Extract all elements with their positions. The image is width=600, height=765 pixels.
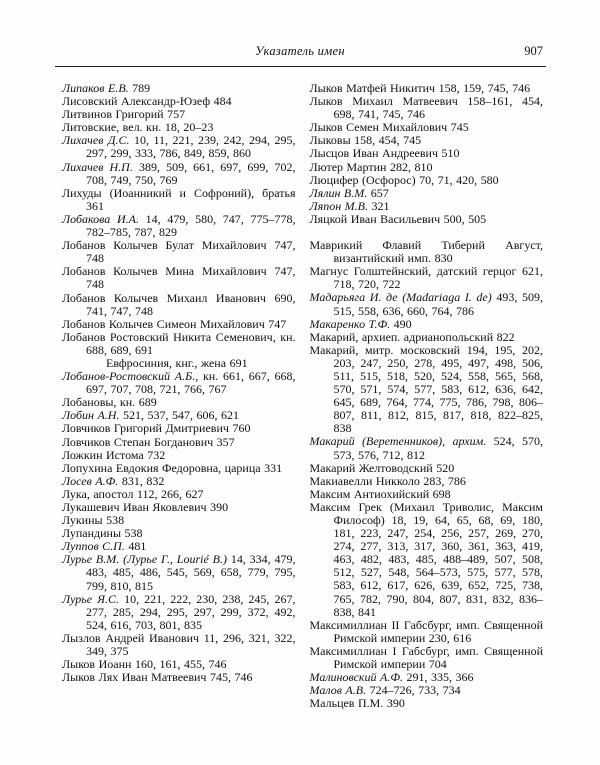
entry-name: Лихачев Д.С. (62, 133, 130, 148)
entry-page-refs: 688, 689, 691 (86, 342, 153, 357)
entry-page-refs: 10, 221, 222, 230, 238, 245, 267, 277, 285, 294, 295, 297, 299, 372, 492, 524, 616, 703, 801, 835 (86, 591, 296, 632)
entry-name: Лупандины (62, 526, 122, 541)
index-entry (310, 435, 544, 461)
index-entry (62, 292, 296, 318)
entry-page-refs: 830 (431, 251, 453, 266)
entry-name: Малов А.В. (309, 683, 367, 698)
entry-page-refs: 14, 334, 479, 483, 485, 486, 545, 569, 658, 779, 795, 799, 810, 815 (86, 552, 296, 593)
index-entry (310, 213, 544, 226)
entry-name: Лютер Мартин (309, 159, 387, 174)
entry-name: Лурье В.М. (Лурье Г., Lourié B.) (62, 552, 227, 567)
entry-page-refs: 158–161, 454, 698, 741, 745, 746 (333, 94, 543, 122)
index-entry (62, 331, 296, 357)
entry-name: Максим Грек (Михаил Триволис, Максим Философ) (309, 499, 543, 527)
entry-page-refs: 230, 616 (425, 630, 472, 645)
entry-name: Липаков Е.В. (62, 81, 129, 95)
entry-page-refs: 321 (367, 198, 390, 213)
entry-page-refs: 361 (86, 198, 104, 213)
page-number: 907 (524, 44, 543, 58)
entry-name: Макарий (Веретенников), архим. (309, 434, 487, 449)
entry-page-refs: 14, 479, 580, 747, 775–778, 782–785, 787, 829 (86, 211, 296, 240)
index-entry (62, 553, 296, 592)
entry-page-refs: кн. 661, 667, 668, 697, 707, 708, 721, 766, 767 (86, 369, 296, 397)
index-entry (62, 593, 296, 632)
entry-name: Лыковы (309, 133, 351, 148)
entry-page-refs: 524, 570, 573, 576, 712, 812 (333, 434, 543, 462)
entry-page-refs: 690, 741, 747, 748 (86, 290, 296, 318)
entry-name: Магнус Голштейнский, датский герцог (309, 264, 517, 279)
entry-name: Малиновский А.Ф. (309, 670, 403, 685)
entry-name: Лукины (62, 513, 103, 528)
entry-page-refs: 747 (264, 316, 287, 331)
entry-page-refs: 732 (143, 447, 166, 462)
entry-name: Лосев А.Ф. (62, 473, 119, 488)
entry-name: Лобанов Колычев Симеон Михайлович (62, 316, 265, 331)
entry-page-refs: 657 (367, 185, 389, 200)
entry-name: Мадарьяга И. де (Madariaga I. de) (309, 290, 492, 305)
entry-name: Лобанов Колычев Михаил Иванович (62, 290, 266, 305)
entry-name: Лобин А.Н. (62, 408, 120, 423)
entry-page-refs: 521, 537, 547, 606, 621 (119, 408, 239, 423)
entry-name: Лисовский Александр-Юзеф (62, 94, 211, 109)
entry-name: Лобановы, кн. (62, 395, 136, 410)
entry-name: Лобакова И.А. (62, 211, 139, 226)
entry-page-refs: 747, 748 (86, 264, 296, 292)
index-entry (310, 291, 544, 317)
index-entry (62, 370, 296, 396)
entry-name: Лурье Я.С. (62, 591, 120, 606)
entry-page-refs: 493, 509, 515, 558, 636, 660, 764, 786 (333, 290, 544, 318)
entry-page-refs: 18, 19, 64, 65, 68, 69, 180, 181, 223, 247, 254, 256, 257, 269, 270, 274, 277, 313, 317, 360, 361, 363, 419, 463, 482, 483, 485, 488–489, 507, 508, 512, 527, 548, 564–573, 575, 577, 578, 583, 612, 617, 626, 639, 652, 725, 738, 765, 782, 790, 804, 807, 831, 832, 836–838, 841 (333, 513, 543, 619)
entry-name: Евфросиния, кнг., жена (106, 355, 227, 370)
entry-page-refs: 757 (163, 107, 186, 122)
entry-page-refs: 484 (210, 94, 232, 109)
index-entry (310, 619, 544, 645)
entry-page-refs: 70, 71, 420, 580 (415, 172, 499, 187)
index-body (62, 82, 543, 710)
entry-name: Максим Антиохийский (309, 486, 430, 501)
entry-page-refs: 18, 20–23 (161, 120, 214, 135)
entry-name: Лукашевич Иван Яковлевич (62, 500, 207, 514)
entry-page-refs: 194, 195, 202, 203, 247, 250, 278, 495, 497, 498, 506, 511, 515, 518, 520, 524, 558, 565, 568, 570, 571, 574, 577, 583, 612, 636, 642, 645, 689, 764, 774, 775, 786, 798, 806–807, 811, 812, 815, 817, 818, 822–825, 838 (333, 342, 544, 436)
entry-name: Луппов С.П. (62, 539, 125, 554)
entry-page-refs: 704 (425, 657, 447, 672)
index-entry (62, 239, 296, 265)
entry-name: Лыков Михаил Матвеевич (309, 94, 458, 109)
index-entry (310, 501, 544, 619)
entry-page-refs: 158, 159, 745, 746 (435, 81, 531, 95)
entry-name: Ловчиков Григорий Дмитриевич (62, 421, 229, 436)
entry-page-refs: 357 (213, 434, 235, 449)
entry-name: Лихуды (Иоанникий и Софроний), братья (62, 185, 296, 200)
entry-page-refs: 621, 718, 720, 722 (333, 264, 544, 292)
index-entry (62, 632, 296, 658)
entry-page-refs: 760 (228, 421, 251, 436)
entry-page-refs: 745 (447, 120, 469, 135)
entry-name: Лыков Иоанн (62, 657, 132, 672)
index-entry (62, 134, 296, 160)
entry-name: Литвинов Григорий (62, 107, 164, 122)
page-header (55, 0, 545, 66)
index-entry (62, 187, 296, 213)
index-entry (310, 645, 544, 671)
entry-name: Лыков Матфей Никитич (309, 81, 436, 95)
header-rule (55, 66, 546, 67)
entry-name: Максимиллиан II Габсбург, имп. Священной Римской империи (309, 617, 543, 645)
entry-name: Лобанов Колычев Булат Михайлович (62, 238, 267, 253)
entry-page-refs: 500, 505 (440, 211, 487, 226)
entry-name: Лялин В.М. (309, 185, 368, 200)
index-entry (310, 697, 544, 710)
entry-name: Ляцкой Иван Васильевич (309, 211, 441, 226)
entry-page-refs: 490 (390, 316, 412, 331)
entry-page-refs: 291, 335, 366 (402, 670, 474, 685)
running-head-title: Указатель имен (255, 44, 345, 58)
entry-name: Маврикий Флавий Тиберий Август, византийский имп. (309, 238, 543, 266)
entry-name: Лысцов Иван Андреевич (309, 146, 439, 161)
entry-page-refs: 390 (383, 696, 405, 711)
entry-page-refs: 520 (432, 460, 455, 475)
entry-page-refs: 283, 786 (419, 473, 466, 488)
entry-name: Лихачев Н.П. (62, 159, 133, 174)
entry-page-refs: 481 (124, 539, 147, 554)
entry-name: Макиавелли Никколо (309, 473, 420, 488)
entry-page-refs: 745, 746 (206, 670, 253, 685)
entry-name: Литовские, вел. кн. (62, 120, 162, 135)
entry-name: Ложкин Истома (62, 447, 144, 462)
entry-page-refs: 822 (493, 329, 515, 344)
entry-page-refs: 390 (206, 500, 229, 514)
entry-name: Ловчиков Степан Богданович (62, 434, 214, 449)
index-entry (310, 344, 544, 436)
entry-name: Лопухина Евдокия Федоровна, царица (62, 460, 261, 475)
entry-page-refs: 724–726, 733, 734 (366, 683, 461, 698)
index-entry (310, 239, 544, 265)
entry-page-refs: 331 (260, 460, 283, 475)
entry-page-refs: 747, 748 (86, 238, 296, 266)
entry-page-refs: 282, 810 (386, 159, 433, 174)
entry-name: Лобанов Ростовский Никита Семенович, кн. (62, 329, 296, 344)
entry-page-refs: 510 (438, 146, 460, 161)
entry-name: Макарий, митр. московский (309, 342, 461, 357)
entry-name: Люцифер (Осфорос) (309, 172, 416, 187)
index-entry (310, 95, 544, 121)
entry-page-refs: 538 (102, 513, 125, 528)
entry-page-refs: 160, 161, 455, 746 (131, 657, 227, 672)
index-column-left (62, 82, 296, 710)
entry-page-refs: 112, 266, 627 (133, 486, 204, 501)
index-entry (62, 161, 296, 187)
entry-page-refs: 698 (429, 486, 451, 501)
entry-name: Лука, апостол (62, 486, 134, 501)
index-entry (62, 671, 296, 684)
entry-page-refs: 538 (121, 526, 143, 541)
entry-name: Макарий, архиеп. адрианопольский (309, 329, 494, 344)
entry-name: Ляпон М.В. (309, 198, 368, 213)
entry-page-refs: 691 (226, 355, 248, 370)
index-entry (310, 265, 544, 291)
entry-name: Максимиллиан I Габсбург, имп. Священной Римской империи (309, 643, 543, 672)
entry-page-refs: 11, 296, 321, 322, 349, 375 (86, 630, 296, 659)
entry-name: Лыков Лях Иван Матвеевич (62, 670, 207, 685)
entry-name: Лобанов-Ростовский А.Б., (62, 369, 199, 384)
entry-name: Лыков Семен Михайлович (309, 120, 448, 135)
entry-name: Лобанов Колычев Мина Михайлович (62, 264, 267, 279)
entry-page-refs: 158, 454, 745 (350, 133, 422, 148)
entry-page-refs: 689 (135, 395, 157, 410)
entry-page-refs: 831, 832 (118, 473, 165, 488)
entry-name: Макаренко Т.Ф. (309, 316, 391, 331)
entry-name: Лызлов Андрей Иванович (62, 630, 200, 645)
entry-page-refs: 389, 509, 661, 697, 699, 702, 708, 749, 750, 769 (86, 159, 296, 187)
index-column-right (310, 82, 544, 710)
entry-page-refs: 789 (128, 81, 151, 95)
entry-page-refs: 10, 11, 221, 239, 242, 294, 295, 297, 299, 333, 786, 849, 859, 860 (86, 133, 296, 161)
index-entry (62, 213, 296, 239)
entry-name: Мальцев П.М. (309, 696, 384, 711)
entry-name: Макарий Желтоводский (309, 460, 433, 475)
index-entry (62, 265, 296, 291)
